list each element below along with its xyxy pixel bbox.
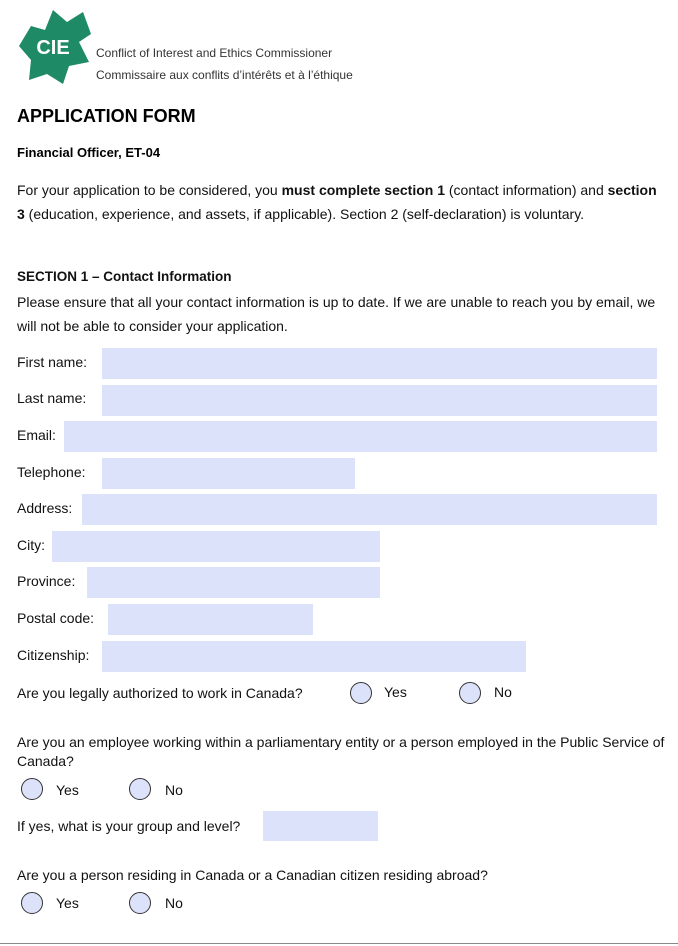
employee-no-label: No — [165, 782, 183, 798]
last-name-label: Last name: — [17, 390, 87, 406]
work-auth-yes-label: Yes — [384, 684, 407, 700]
employee-yes-label: Yes — [56, 782, 79, 798]
cie-logo — [17, 8, 95, 86]
citizenship-field[interactable] — [102, 641, 526, 672]
first-name-label: First name: — [17, 354, 88, 370]
city-field[interactable] — [52, 531, 380, 562]
citizenship-label: Citizenship: — [17, 647, 90, 663]
logo-text: CIE — [36, 37, 70, 59]
email-field[interactable] — [64, 421, 657, 452]
residence-yes-label: Yes — [56, 895, 79, 911]
telephone-label: Telephone: — [17, 464, 86, 480]
postal-code-field[interactable] — [108, 604, 313, 635]
intro-paragraph — [17, 179, 662, 226]
residence-no-label: No — [165, 895, 183, 911]
residence-question: Are you a person residing in Canada or a Canadian citizen residing abroad? — [17, 867, 488, 883]
postal-code-label: Postal code: — [17, 610, 95, 626]
city-label: City: — [17, 537, 45, 553]
first-name-field[interactable] — [102, 348, 657, 379]
position-title: Financial Officer, ET-04 — [17, 145, 161, 160]
province-field[interactable] — [87, 567, 380, 598]
form-title: APPLICATION FORM — [17, 106, 196, 126]
address-field[interactable] — [82, 494, 657, 525]
intro-text-2: (contact information) and — [445, 182, 608, 198]
email-label: Email: — [17, 427, 56, 443]
employee-no-radio[interactable] — [129, 778, 151, 800]
address-label: Address: — [17, 500, 73, 516]
province-label: Province: — [17, 573, 76, 589]
residence-no-radio[interactable] — [129, 892, 151, 914]
work-auth-yes-radio[interactable] — [350, 682, 372, 704]
work-auth-no-radio[interactable] — [459, 682, 481, 704]
work-auth-question: Are you legally authorized to work in Canada? — [17, 685, 303, 701]
section1-note: Please ensure that all your contact information is up to date. If we are unable to reach you by email, we will not be able to consider your application. — [17, 294, 656, 334]
intro-bold-2: section 3 — [17, 182, 657, 222]
page-bottom-rule — [0, 943, 678, 944]
residence-yes-radio[interactable] — [21, 892, 43, 914]
intro-text-1: For your application to be considered, you — [17, 182, 282, 198]
group-level-label: If yes, what is your group and level? — [17, 818, 241, 834]
employee-question: Are you an employee working within a parliamentary entity or a person employed in the Public Service of Canada? — [17, 734, 665, 769]
org-name-en: Conflict of Interest and Ethics Commissioner — [96, 46, 333, 60]
employee-yes-radio[interactable] — [21, 778, 43, 800]
intro-text-3: (education, experience, and assets, if applicable). Section 2 (self-declaration) is voluntary. — [24, 205, 585, 222]
group-level-field[interactable] — [263, 811, 378, 841]
section1-heading: SECTION 1 – Contact Information — [17, 269, 232, 284]
last-name-field[interactable] — [102, 385, 657, 416]
telephone-field[interactable] — [102, 458, 355, 489]
work-auth-no-label: No — [494, 684, 512, 700]
org-name-fr: Commissaire aux conflits d’intérêts et à l’éthique — [96, 68, 353, 82]
intro-bold-1: must complete section 1 — [281, 182, 445, 198]
